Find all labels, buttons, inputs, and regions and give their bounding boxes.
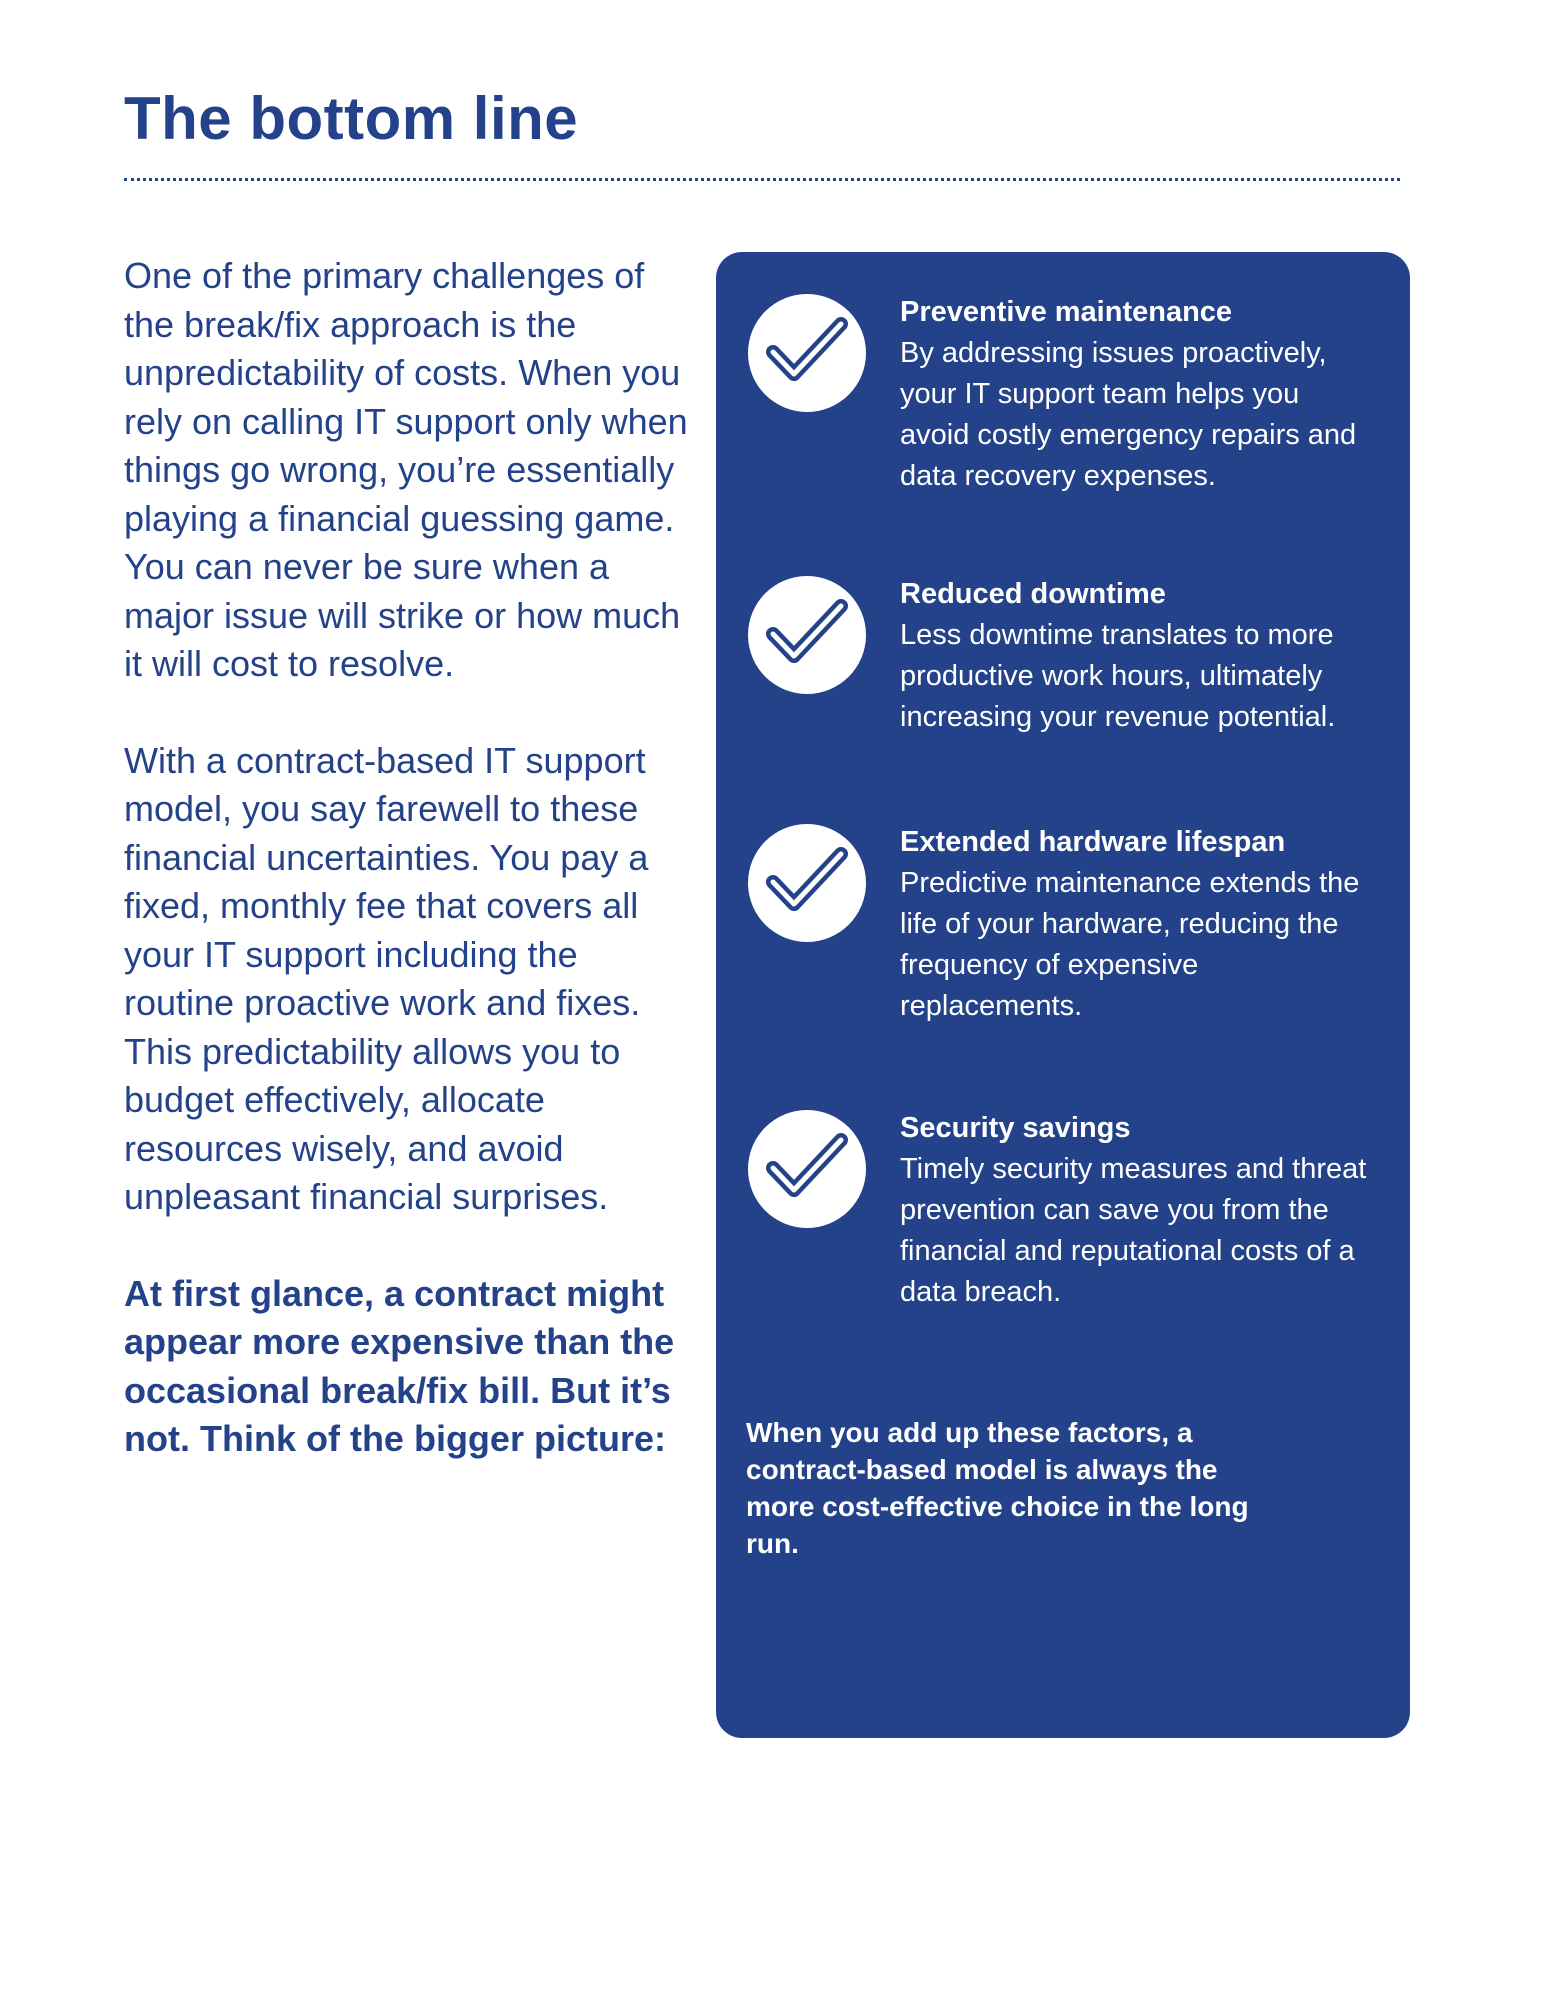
left-column — [124, 252, 694, 1512]
benefits-panel — [716, 252, 1410, 1738]
benefit-description: By addressing issues proactively, your IT support team helps you avoid costly emergency repairs and data recovery expenses. — [900, 337, 1357, 492]
check-icon — [748, 294, 866, 412]
benefit-description: Predictive maintenance extends the life of your hardware, reducing the frequency of expensive replacements. — [900, 867, 1360, 1022]
benefit-title: Preventive maintenance — [900, 296, 1233, 328]
check-icon — [748, 576, 866, 694]
page-title: The bottom line — [124, 85, 579, 152]
paragraph-bigger-picture: At first glance, a contract might appear more expensive than the occasional break/fix bill. But it’s not. Think of the bigger picture: — [124, 1272, 675, 1459]
benefit-description: Timely security measures and threat prevention can save you from the financial and reputational costs of a data breach. — [900, 1153, 1367, 1308]
paragraph-unpredictability: One of the primary challenges of the break/fix approach is the unpredictability of costs. When you rely on calling IT support only when things go wrong, you’re essentially playing a financial guessing game. You can never be sure when a major issue will strike or how much it will cost to resolve. — [124, 255, 688, 684]
benefit-title: Reduced downtime — [900, 578, 1166, 610]
benefit-description: Less downtime translates to more productive work hours, ultimately increasing your revenue potential. — [900, 619, 1336, 733]
benefit-title: Extended hardware lifespan — [900, 826, 1286, 858]
check-icon — [748, 1110, 866, 1228]
benefit-title: Security savings — [900, 1112, 1131, 1144]
check-icon — [748, 824, 866, 942]
panel-closing-statement: When you add up these factors, a contract-based model is always the more cost-effective choice in the long run. — [746, 1417, 1249, 1559]
dotted-divider — [124, 178, 1400, 181]
paragraph-contract-model: With a contract-based IT support model, you say farewell to these financial uncertainties. You pay a fixed, monthly fee that covers all your IT support including the routine proactive work and fixes. This predictability allows you to budget effectively, allocate resources wisely, and avoid unpleasant financial surprises. — [124, 739, 649, 1217]
